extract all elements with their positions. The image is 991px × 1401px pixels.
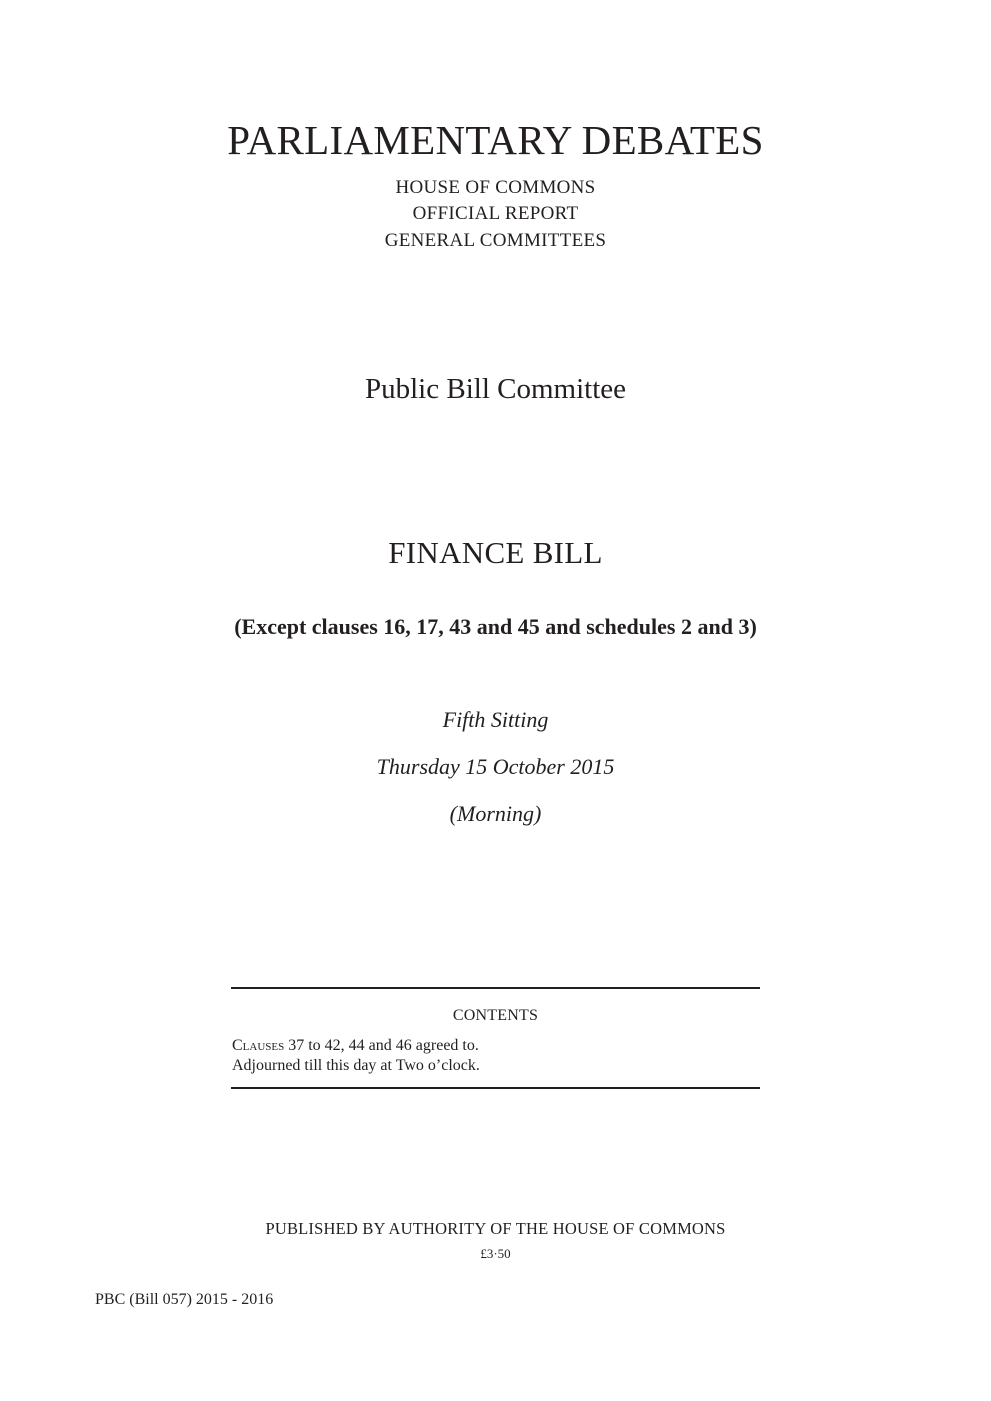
contents-item-text: 37 to 42, 44 and 46 agreed to. bbox=[284, 1037, 479, 1054]
sitting-number: Fifth Sitting bbox=[442, 707, 549, 732]
bill-name: FINANCE BILL bbox=[388, 535, 603, 570]
document-reference: PBC (Bill 057) 2015 - 2016 bbox=[95, 1291, 274, 1308]
contents-item-text: Adjourned till this day at Two o’clock. bbox=[232, 1057, 480, 1074]
house-line: HOUSE OF COMMONS bbox=[395, 177, 596, 198]
sitting-session: (Morning) bbox=[449, 801, 542, 826]
contents-item bbox=[232, 1056, 760, 1076]
contents-bottom-rule bbox=[231, 1087, 760, 1089]
publisher-line: PUBLISHED BY AUTHORITY OF THE HOUSE OF COMMONS bbox=[265, 1219, 726, 1238]
bill-scope: (Except clauses 16, 17, 43 and 45 and schedules 2 and 3) bbox=[234, 614, 757, 639]
contents-top-rule bbox=[231, 987, 760, 989]
price: £3·50 bbox=[480, 1246, 511, 1261]
committee-name: Public Bill Committee bbox=[365, 373, 626, 405]
report-title: PARLIAMENTARY DEBATES bbox=[227, 117, 764, 163]
contents-item-lead: Clauses bbox=[232, 1037, 285, 1054]
contents-heading: CONTENTS bbox=[452, 1007, 539, 1024]
sitting-date: Thursday 15 October 2015 bbox=[376, 754, 615, 779]
report-line: OFFICIAL REPORT bbox=[412, 203, 579, 224]
committees-line: GENERAL COMMITTEES bbox=[384, 230, 607, 251]
contents-list bbox=[232, 1036, 760, 1076]
contents-item bbox=[232, 1036, 760, 1056]
